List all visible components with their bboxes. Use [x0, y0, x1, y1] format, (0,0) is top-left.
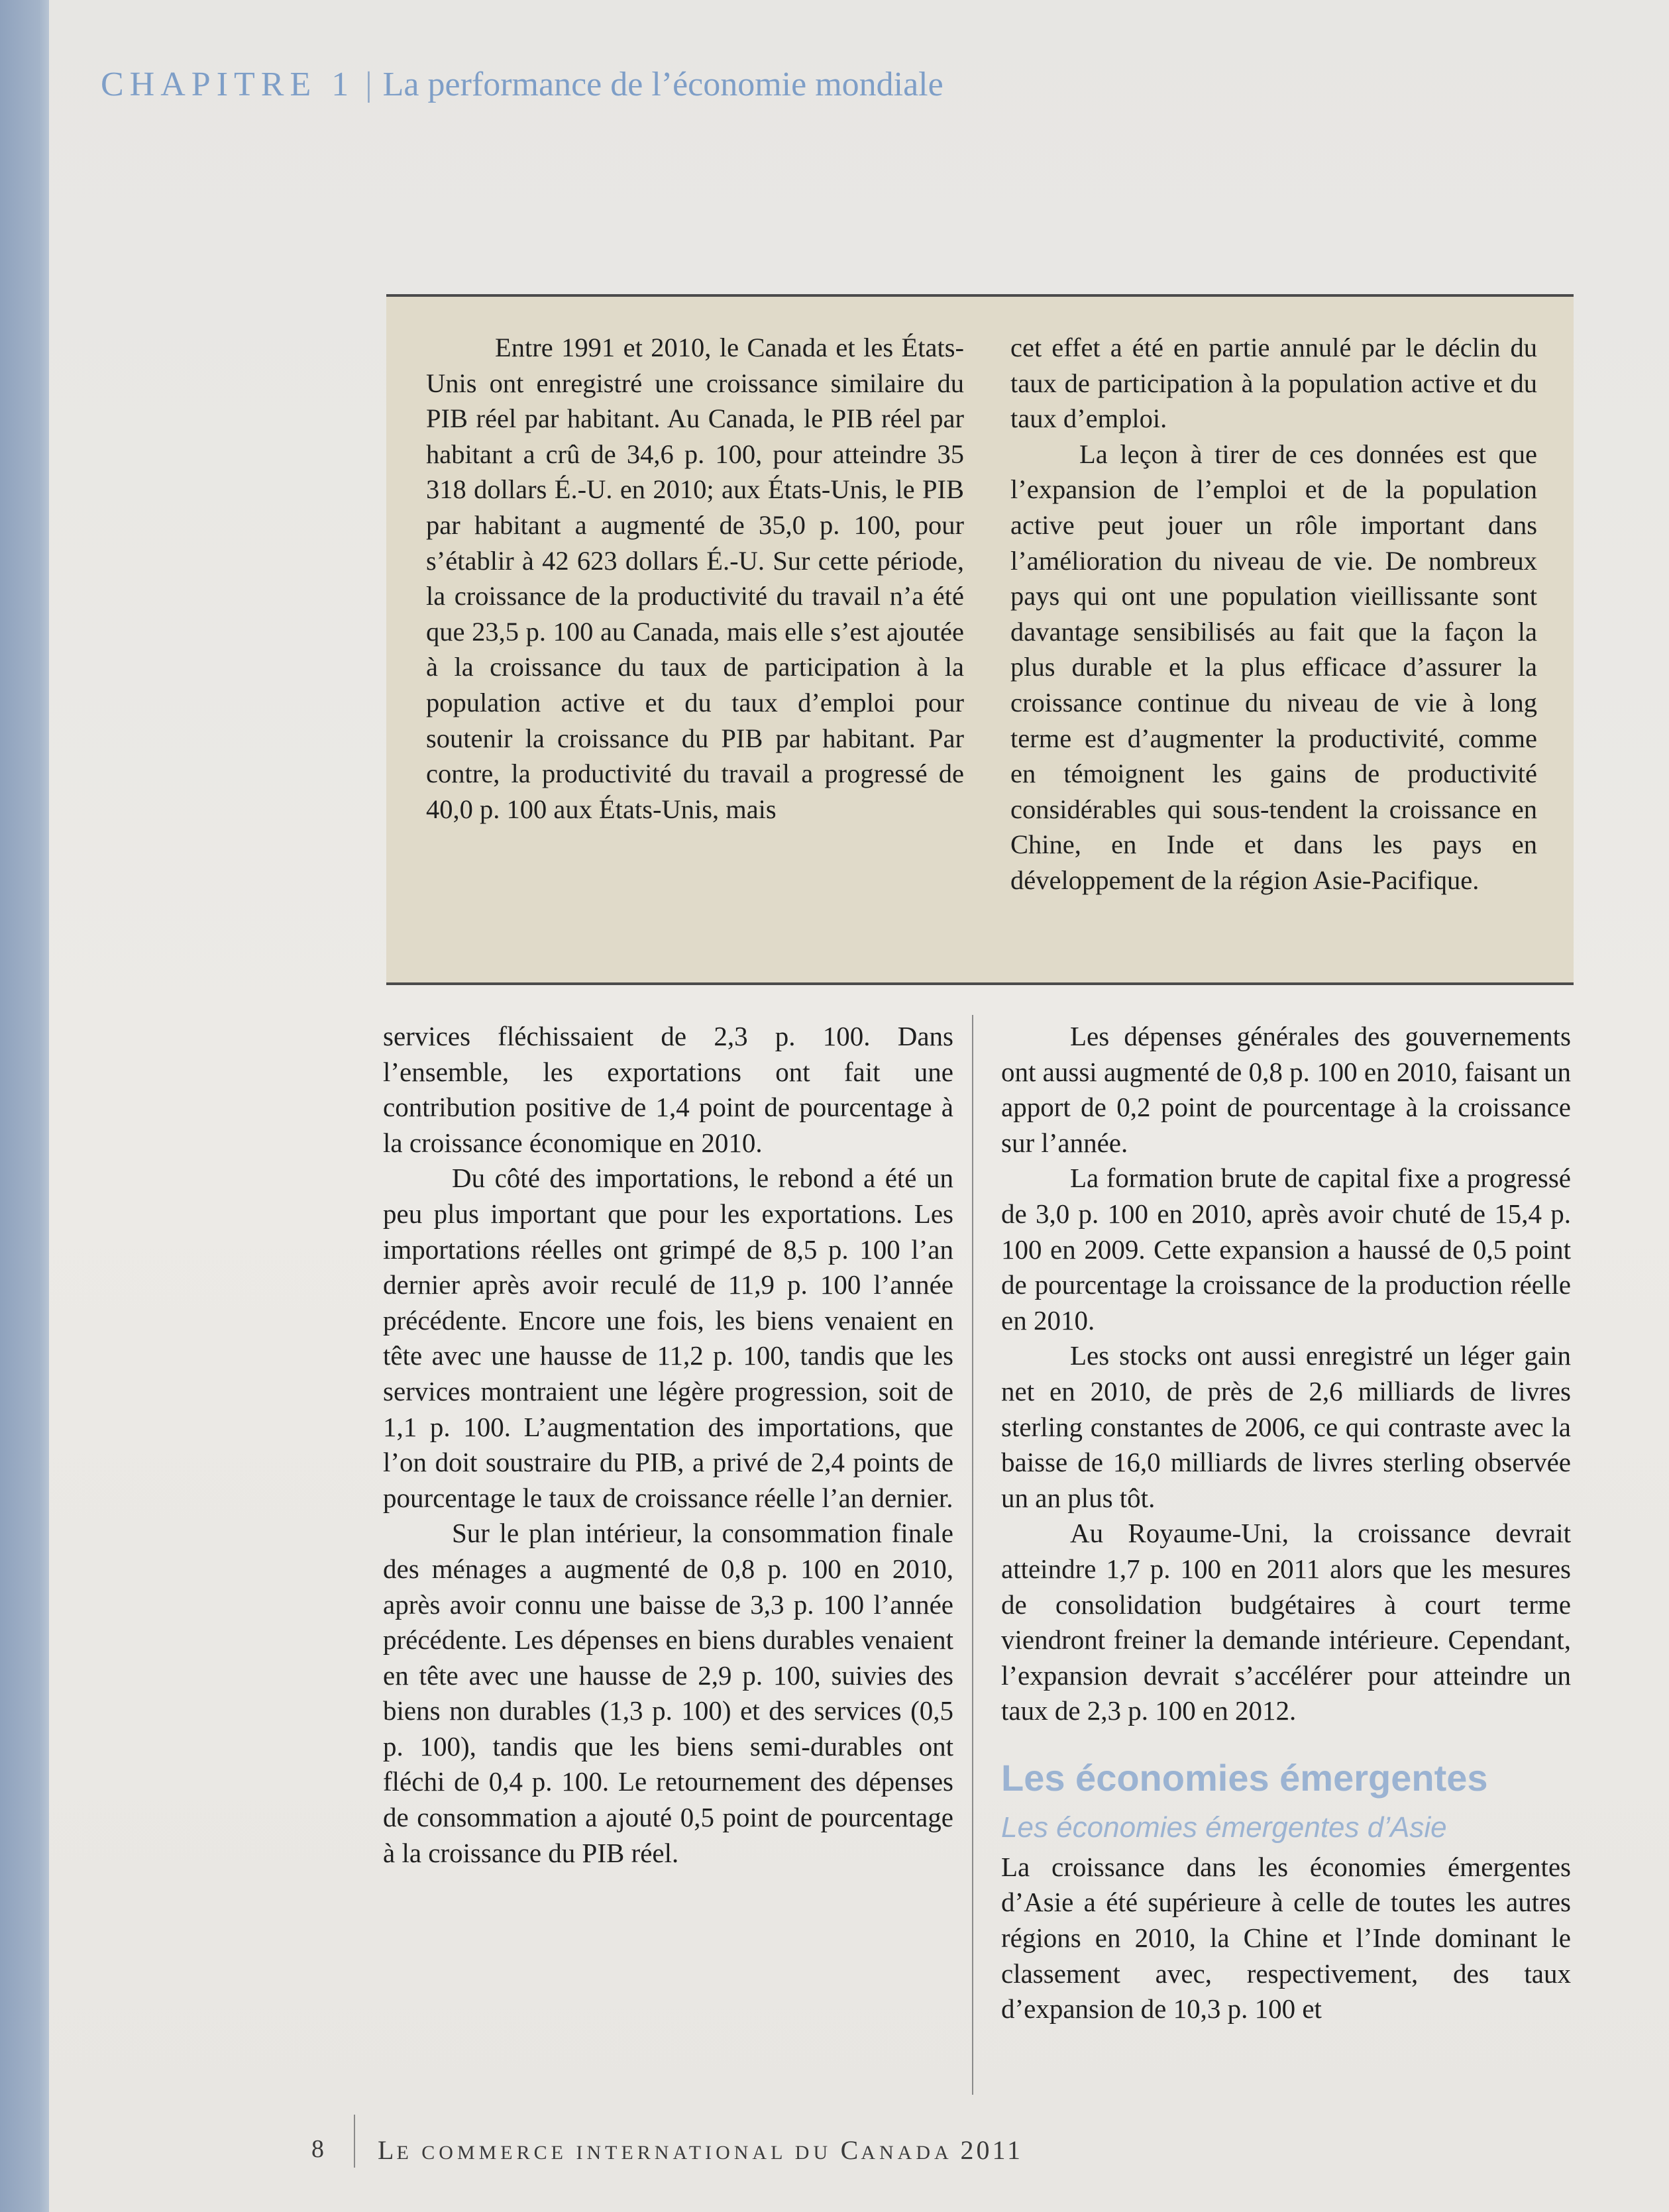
running-header	[101, 65, 943, 104]
body-paragraph: Sur le plan intérieur, la consommation finale des ménages a augmenté de 0,8 p. 100 en 2010, après avoir connu une baisse de 3,3 p. 100 l’année précédente. Les dépenses en biens durables venaient en tête avec une hausse de 2,9 p. 100, suivies des biens non durables (1,3 p. 100) et des services (0,5 p. 100), tandis que les biens semi-durables ont fléchi de 0,4 p. 100. Le retournement des dépenses de consommation a ajouté 0,5 point de pourcentage à la croissance du PIB réel.	[383, 1518, 953, 1868]
sidebar-box	[386, 294, 1574, 985]
sidebar-column-2	[1010, 330, 1537, 898]
body-paragraph: La formation brute de capital fixe a progressé de 3,0 p. 100 en 2010, après avoir chuté de 15,4 p. 100 en 2009. Cette expansion a haussé de 0,5 point de pourcentage la croissance de la production réelle en 2010.	[1001, 1163, 1571, 1336]
sidebar-paragraph: Entre 1991 et 2010, le Canada et les États-Unis ont enregistré une croissance similaire du PIB réel par habitant. Au Canada, le PIB réel par habitant a crû de 34,6 p. 100, pour atteindre 35 318 dollars É.-U. en 2010; aux États-Unis, le PIB par habitant a augmenté de 35,0 p. 100, pour s’établir à 42 623 dollars É.-U. Sur cette période, la croissance de la productivité du travail n’a été que 23,5 p. 100 au Canada, mais elle s’est ajoutée à la croissance du taux de participation à la population active et du taux d’emploi pour soutenir la croissance du PIB par habitant. Par contre, la productivité du travail a progressé de 40,0 p. 100 aux États-Unis, mais	[426, 333, 964, 824]
chapter-title: La performance de l’économie mondiale	[382, 66, 943, 103]
body-paragraph: Du côté des importations, le rebond a été un peu plus important que pour les exportations. Les importations réelles ont grimpé de 8,5 p. 100 l’an dernier après avoir reculé de 11,9 p. 100 l’année précédente. Encore une fois, les biens venaient en tête avec une hausse de 11,2 p. 100, tandis que les services montraient une légère progression, soit de 1,1 p. 100. L’augmentation des importations, que l’on doit soustraire du PIB, a privé de 2,4 points de pourcentage le taux de croissance réelle l’an dernier.	[383, 1163, 953, 1513]
sidebar-column-1	[426, 330, 964, 827]
body-paragraph: services fléchissaient de 2,3 p. 100. Dans l’ensemble, les exportations ont fait une contribution positive de 1,4 point de pourcentage à la croissance économique en 2010.	[383, 1021, 953, 1158]
header-separator: |	[365, 66, 372, 103]
footer-divider	[354, 2115, 355, 2168]
sidebar-paragraph: La leçon à tirer de ces données est que l’expansion de l’emploi et de la population active peut jouer un rôle important dans l’amélioration du niveau de vie. De nombreux pays qui ont une population vieillissante sont davantage sensibilisés au fait que la façon la plus durable et la plus efficace d’assurer la croissance continue du niveau de vie à long terme est d’augmenter la productivité, comme en témoignent les gains de productivité considérables qui sous-tendent la croissance en Chine, en Inde et dans les pays en développement de la région Asie-Pacifique.	[1010, 439, 1537, 895]
publication-title: LE COMMERCE INTERNATIONAL DU CANADA 2011	[378, 2135, 1024, 2165]
body-paragraph: Les stocks ont aussi enregistré un léger gain net en 2010, de près de 2,6 milliards de livres sterling constantes de 2006, ce qui contraste avec la baisse de 16,0 milliards de livres sterling observée un an plus tôt.	[1001, 1340, 1571, 1513]
chapter-label: CHAPITRE 1	[101, 66, 355, 103]
body-paragraph: La croissance dans les économies émergentes d’Asie a été supérieure à celle de toutes les autres régions en 2010, la Chine et l’Inde dominant le classement avec, respectivement, des taux d’expansion de 10,3 p. 100 et	[1001, 1851, 1571, 2025]
section-heading: Les économies émergentes	[1001, 1756, 1488, 1799]
body-column-1	[383, 1019, 953, 1871]
body-column-2	[1001, 1019, 1571, 2027]
column-divider	[972, 1015, 973, 2095]
body-paragraph: Les dépenses générales des gouvernements ont aussi augmenté de 0,8 p. 100 en 2010, faisant un apport de 0,2 point de pourcentage à la croissance sur l’année.	[1001, 1021, 1571, 1158]
body-paragraph: Au Royaume-Uni, la croissance devrait atteindre 1,7 p. 100 en 2011 alors que les mesures de consolidation budgétaires à court terme viendront freiner la demande intérieure. Cependant, l’expansion devrait s’accélérer pour atteindre un taux de 2,3 p. 100 en 2012.	[1001, 1518, 1571, 1726]
page-number: 8	[311, 2135, 324, 2163]
subsection-heading: Les économies émergentes d’Asie	[1001, 1811, 1447, 1844]
sidebar-paragraph: cet effet a été en partie annulé par le déclin du taux de participation à la population active et du taux d’emploi.	[1010, 333, 1537, 434]
page-edge-band	[0, 0, 49, 2212]
